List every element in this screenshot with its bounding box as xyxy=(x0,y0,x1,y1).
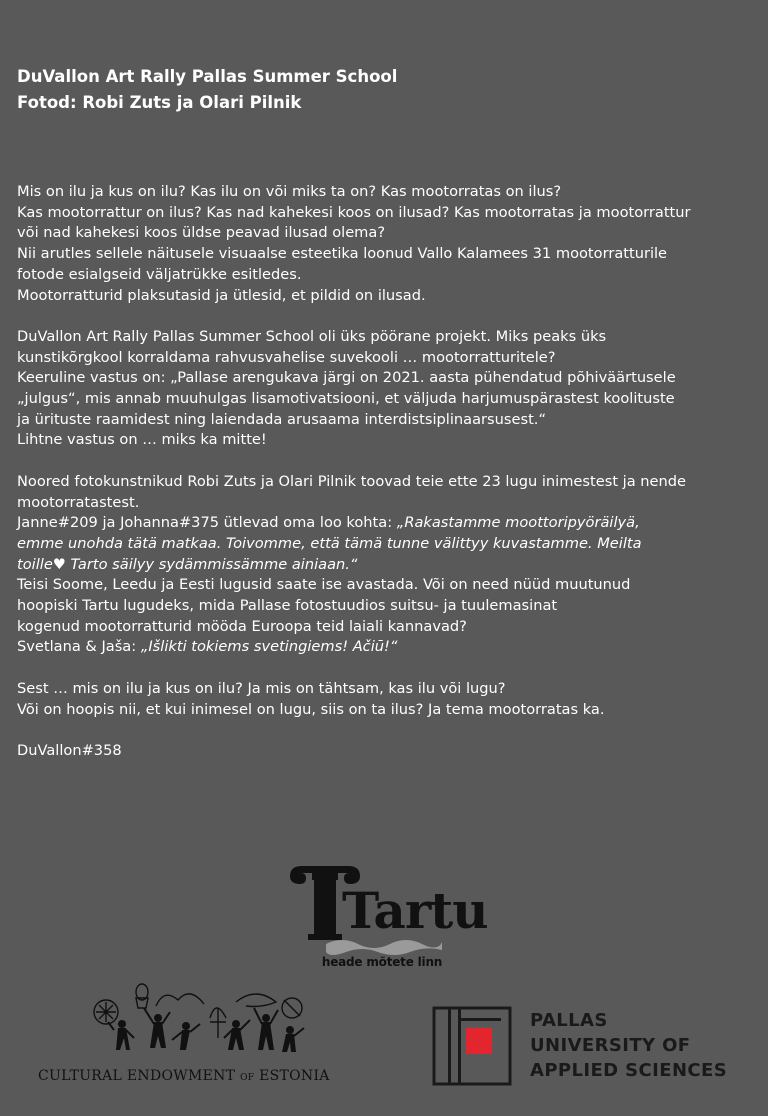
pallas-line: APPLIED SCIENCES xyxy=(530,1060,728,1081)
text-line: Mis on ilu ja kus on ilu? Kas ilu on või miks ta on? Kas mootorratas on ilus? xyxy=(17,183,562,200)
pallas-line: UNIVERSITY OF xyxy=(530,1035,691,1056)
pallas-line: PALLAS xyxy=(530,1010,608,1031)
text-line: kogenud mootorratturid mööda Euroopa teid laiali kannavad? xyxy=(17,617,467,635)
quote-finnish-cont: emme unohda tätä matkaa. Toivomme, että tämä tunne välittyy kuvastamme. Meilta xyxy=(17,534,642,552)
heart-icon: ♥ xyxy=(52,555,66,573)
signature: DuVallon#358 xyxy=(17,741,122,759)
text-line: kunstikõrgkool korraldama rahvusvahelise suvekooli … mootorratturitele? xyxy=(17,348,556,366)
cultural-endowment-logo xyxy=(86,978,318,1070)
text-line xyxy=(17,638,397,655)
text-fragment: ESTONIA xyxy=(259,1068,330,1084)
quote-lithuanian: „Išlikti tokiems svetingiems! Ačiū!“ xyxy=(140,638,398,656)
text-line: Või on hoopis nii, et kui inimesel on lugu, siis on ta ilus? Ja tema mootorratas ka. xyxy=(17,700,605,718)
text-line: Nii arutles sellele näitusele visuaalse esteetika loonud Vallo Kalamees 31 mootorratturile xyxy=(17,245,668,263)
text-line: fotode esialgseid väljatrükke esitledes. xyxy=(17,265,302,283)
text-line xyxy=(17,514,640,531)
text-line: DuVallon Art Rally Pallas Summer School oli üks pöörane projekt. Miks peaks üks xyxy=(17,327,607,345)
photo-credits: Fotod: Robi Zuts ja Olari Pilnik xyxy=(17,93,302,112)
pallas-logo-mark xyxy=(432,1006,512,1086)
page-title: DuVallon Art Rally Pallas Summer School xyxy=(17,67,398,86)
text-line: hoopiski Tartu lugudeks, mida Pallase fotostuudios suitsu- ja tuulemasinat xyxy=(17,597,558,615)
article-body xyxy=(17,182,757,762)
text-line: „julgus“, mis annab muuhulgas lisamotivatsiooni, et väljuda harjumuspärastest koolituste xyxy=(17,390,675,408)
tartu-wordmark: Tartu xyxy=(342,881,488,940)
text-line: Sest … mis on ilu ja kus on ilu? Ja mis on tähtsam, kas ilu või lugu? xyxy=(17,679,506,697)
text-line: Lihtne vastus on … miks ka mitte! xyxy=(17,431,267,449)
header xyxy=(17,64,397,116)
text-line: Keeruline vastus on: „Pallase arengukava järgi on 2021. aasta pühendatud põhiväärtusele xyxy=(17,369,676,387)
text-fragment: CULTURAL ENDOWMENT xyxy=(38,1068,236,1084)
text-fragment: Svetlana & Jaša: xyxy=(17,638,141,656)
text-line: Mootorratturid plaksutasid ja ütlesid, et pildid on ilusad. xyxy=(17,286,426,304)
text-line: mootorratastest. xyxy=(17,493,140,511)
paragraph-1 xyxy=(17,182,757,306)
paragraph-3 xyxy=(17,472,757,658)
pallas-wordmark xyxy=(530,1008,727,1083)
text-fragment: Janne#209 ja Johanna#375 ütlevad oma loo kohta: xyxy=(17,514,397,532)
text-line: Teisi Soome, Leedu ja Eesti lugusid saate ise avastada. Või on need nüüd muutunud xyxy=(17,576,631,594)
text-line: Noored fotokunstnikud Robi Zuts ja Olari Pilnik toovad teie ette 23 lugu inimestest ja nende xyxy=(17,472,687,490)
text-line: ja ürituste raamidest ning laiendada arusaama interdistsiplinaarsusest.“ xyxy=(17,410,547,428)
cultural-endowment-label xyxy=(38,1068,368,1084)
tartu-slogan: heade mõtete linn xyxy=(321,955,443,969)
quote-finnish: „Rakastamme moottoripyöräilyä, xyxy=(396,514,640,532)
text-fragment: Tarto säilyy sydämmissämme ainiaan.“ xyxy=(65,555,358,573)
paragraph-2 xyxy=(17,327,757,451)
text-line: Kas mootorrattur on ilus? Kas nad kahekesi koos on ilusad? Kas mootorratas ja mootorrattur xyxy=(17,203,691,221)
paragraph-4 xyxy=(17,679,757,720)
text-line: või nad kahekesi koos üldse peavad ilusad olema? xyxy=(17,224,386,242)
text-fragment: OF xyxy=(240,1073,255,1083)
text-fragment: toille xyxy=(17,555,53,573)
quote-finnish-end xyxy=(17,556,357,573)
